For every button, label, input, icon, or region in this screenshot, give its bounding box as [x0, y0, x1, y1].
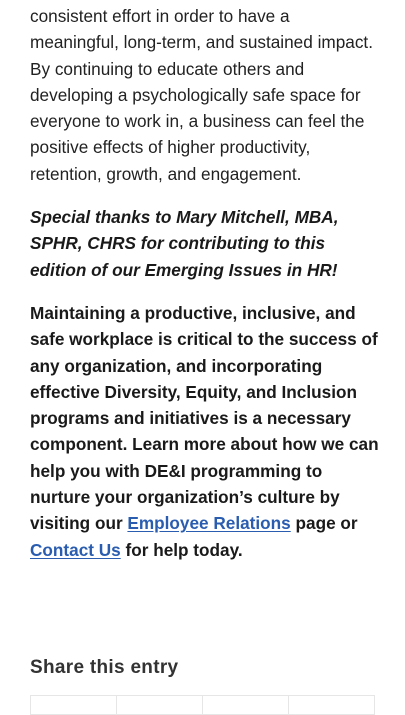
- article-body: [30, 3, 380, 563]
- article-paragraph: consistent effort in order to have a meaningful, long-term, and sustained impact. By continuing to educate others and developing a psychologically safe space for everyone to work in, a business can feel the positive effects of higher productivity, retention, growth, and engagement.: [30, 6, 373, 184]
- closing-text-part1: Maintaining a productive, inclusive, and safe workplace is critical to the success of any organization, and incorporating effective Diversity, Equity, and Inclusion programs and initiatives is a necessary component. Learn more about how we can help you with DE&I programming to nurture your organization’s culture by visiting our: [30, 302, 379, 534]
- share-heading: Share this entry: [30, 657, 179, 678]
- share-button-2[interactable]: [117, 696, 203, 714]
- share-button-3[interactable]: [203, 696, 289, 714]
- share-buttons-row: [30, 695, 375, 715]
- closing-text-part3: for help today.: [120, 539, 243, 560]
- contributor-thanks: Special thanks to Mary Mitchell, MBA, SPHR, CHRS for contributing to this edition of our Emerging Issues in HR!: [30, 207, 339, 280]
- contact-us-link[interactable]: Contact Us: [30, 539, 121, 560]
- share-button-4[interactable]: [289, 696, 374, 714]
- share-button-1[interactable]: [31, 696, 117, 714]
- employee-relations-link[interactable]: Employee Relations: [127, 513, 291, 534]
- closing-text-part2: page or: [290, 513, 358, 534]
- closing-paragraph: [30, 300, 380, 563]
